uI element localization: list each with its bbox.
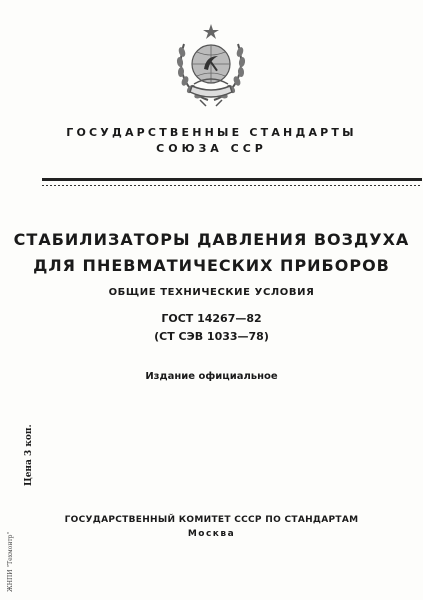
subtitle: ОБЩИЕ ТЕХНИЧЕСКИЕ УСЛОВИЯ	[108, 287, 315, 298]
divider-thin	[42, 185, 422, 186]
edition-label: Издание официальное	[145, 371, 278, 382]
header-line-1: ГОСУДАРСТВЕННЫЕ СТАНДАРТЫ	[66, 126, 357, 139]
header-line-2: СОЮЗА ССР	[156, 142, 267, 155]
ussr-coat-of-arms-icon	[170, 22, 252, 108]
gost-designation: ГОСТ 14267—82	[161, 312, 262, 325]
city-name: Москва	[187, 529, 236, 539]
st-sev-designation: (СТ СЭВ 1033—78)	[154, 330, 269, 343]
title-line-1: СТАБИЛИЗАТОРЫ ДАВЛЕНИЯ ВОЗДУХА	[13, 230, 410, 249]
printer-mark: ЖНПИ "Техмонтр"	[7, 531, 14, 592]
price-label: Цена 3 коп.	[24, 424, 34, 486]
title-line-2: ДЛЯ ПНЕВМАТИЧЕСКИХ ПРИБОРОВ	[33, 256, 390, 275]
committee-name: ГОСУДАРСТВЕННЫЙ КОМИТЕТ СССР ПО СТАНДАРТАМ	[64, 515, 359, 525]
divider-thick	[42, 178, 422, 181]
